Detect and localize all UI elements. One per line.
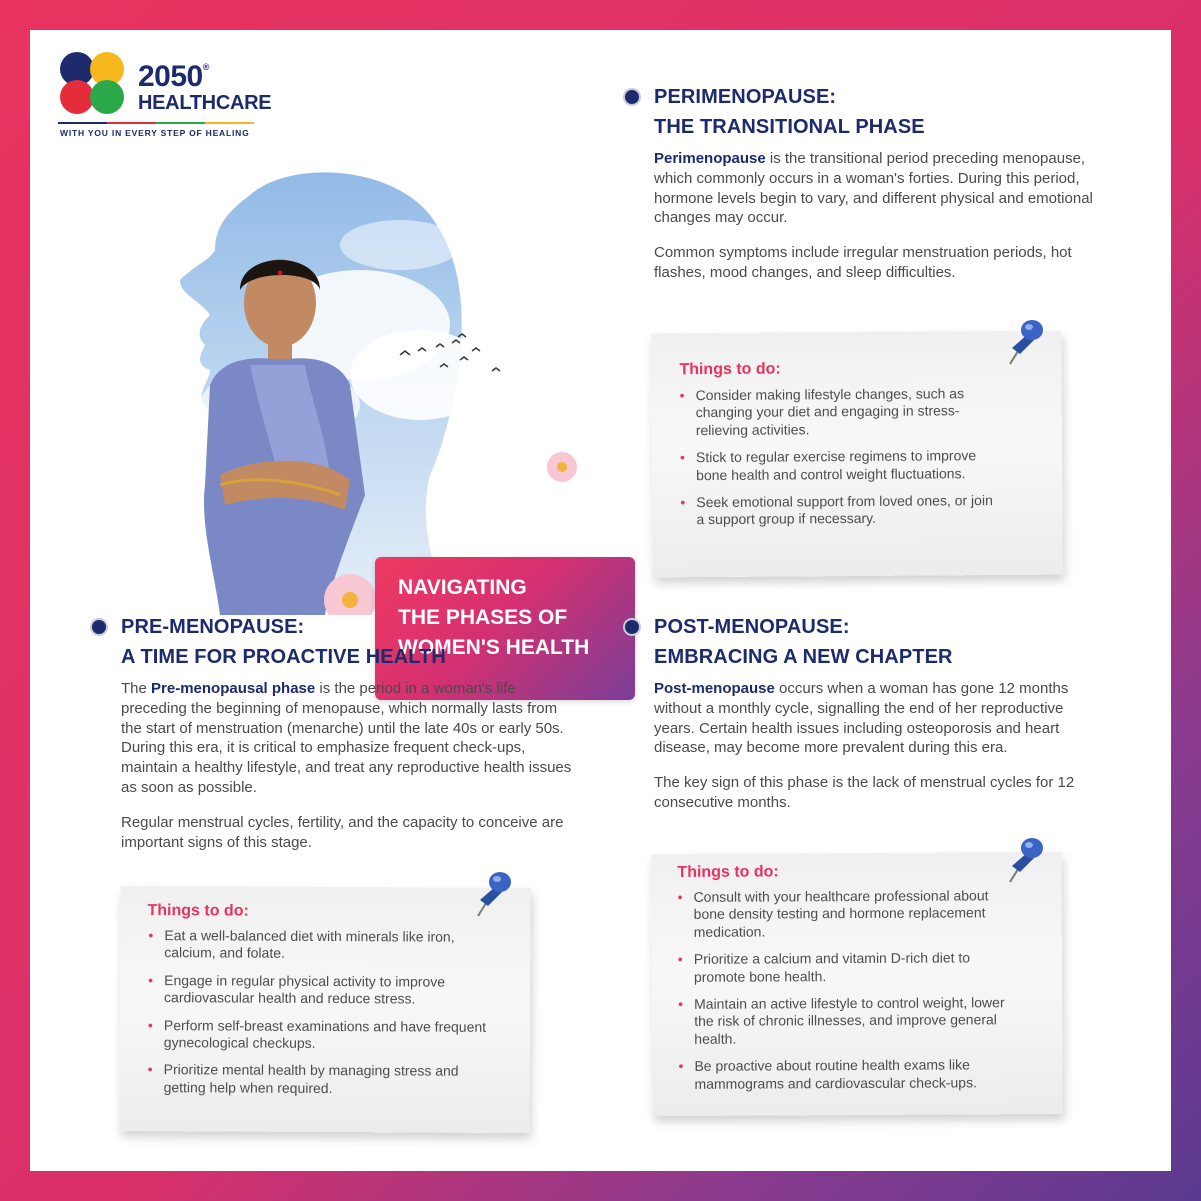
- poster-frame: [30, 30, 1171, 1171]
- premenopause-heading: PRE-MENOPAUSE: A TIME FOR PROACTIVE HEALTH: [121, 616, 446, 668]
- logo-name: HEALTHCARE: [138, 92, 272, 114]
- push-pin-icon: [466, 864, 516, 924]
- premenopause-todo-list: [145, 927, 491, 1108]
- postmenopause-heading: POST-MENOPAUSE: EMBRACING A NEW CHAPTER: [654, 616, 953, 668]
- premenopause-paragraph-1: The Pre-menopausal phase is the period in a woman's life preceding the beginning of menopause, which normally lasts from the start of menstruation (menarche) until the late 40s or early 50s. During this era, it is critical to emphasize frequent check-ups, maintain a healthy lifestyle, and treat any reproductive health issues as soon as possible.: [121, 680, 572, 796]
- premenopause-body: [121, 679, 576, 852]
- list-item: • Consult with your healthcare professional about bone density testing and hormone replacement medication.: [675, 887, 1020, 941]
- push-pin-icon: [998, 830, 1048, 890]
- list-item: • Stick to regular exercise regimens to improve bone health and control weight fluctuations.: [678, 447, 998, 484]
- perimenopause-body: [654, 149, 1114, 283]
- todo-title: Things to do:: [677, 863, 779, 881]
- flower-icon: [547, 452, 577, 482]
- postmenopause-body: [654, 679, 1099, 813]
- perimenopause-paragraph-1: Perimenopause is the transitional period preceding menopause, which commonly occurs in a woman's forties. During this period, hormone levels begin to vary, and different physical and emotional changes may occur.: [654, 150, 1093, 227]
- logo-number: 2050®: [138, 60, 209, 93]
- todo-title: Things to do:: [679, 360, 781, 379]
- banner-line-1: NAVIGATING: [398, 576, 527, 599]
- logo-dots-icon: [58, 52, 130, 116]
- logo-divider: [58, 122, 254, 124]
- section-bullet: [625, 620, 639, 634]
- postmenopause-todo-list: [675, 887, 1021, 1103]
- banner-line-2: THE PHASES OF: [398, 606, 568, 629]
- perimenopause-paragraph-2: Common symptoms include irregular menstruation periods, hot flashes, mood changes, and sleep difficulties.: [654, 244, 1072, 281]
- woman-silhouette-icon: [100, 155, 600, 615]
- perimenopause-heading: PERIMENOPAUSE: THE TRANSITIONAL PHASE: [654, 86, 925, 138]
- list-item: • Seek emotional support from loved ones, or join a support group if necessary.: [678, 492, 998, 529]
- section-bullet: [92, 620, 106, 634]
- brand-logo: [58, 52, 298, 162]
- list-item: • Prioritize mental health by managing stress and getting help when required.: [146, 1061, 491, 1098]
- push-pin-icon: [998, 312, 1048, 372]
- todo-title: Things to do:: [147, 902, 249, 920]
- list-item: • Engage in regular physical activity to improve cardiovascular health and reduce stress.: [146, 972, 491, 1009]
- logo-tagline: WITH YOU IN EVERY STEP OF HEALING: [60, 128, 250, 138]
- list-item: • Consider making lifestyle changes, such as changing your diet and engaging in stress-relieving activities.: [678, 385, 998, 439]
- list-item: • Maintain an active lifestyle to control weight, lower the risk of chronic illnesses, and improve general health.: [676, 994, 1021, 1048]
- section-bullet: [625, 90, 639, 104]
- list-item: • Eat a well-balanced diet with minerals like iron, calcium, and folate.: [146, 927, 491, 964]
- perimenopause-todo-list: [678, 385, 999, 539]
- banner-line-3: WOMEN'S HEALTH: [398, 636, 590, 659]
- postmenopause-todo-note: [651, 852, 1062, 1116]
- premenopause-paragraph-2: Regular menstrual cycles, fertility, and the capacity to conceive are important signs of this stage.: [121, 813, 564, 851]
- postmenopause-paragraph-2: The key sign of this phase is the lack of menstrual cycles for 12 consecutive months.: [654, 774, 1075, 811]
- list-item: • Be proactive about routine health exams like mammograms and cardiovascular check-ups.: [676, 1056, 1021, 1093]
- list-item: • Prioritize a calcium and vitamin D-rich diet to promote bone health.: [676, 949, 1021, 986]
- list-item: • Perform self-breast examinations and have frequent gynecological checkups.: [146, 1017, 491, 1054]
- postmenopause-paragraph-1: Post-menopause occurs when a woman has gone 12 months without a monthly cycle, signalling the end of her reproductive years. Certain health issues including osteoporosis and heart disease, may become more prevalent during this era.: [654, 680, 1069, 757]
